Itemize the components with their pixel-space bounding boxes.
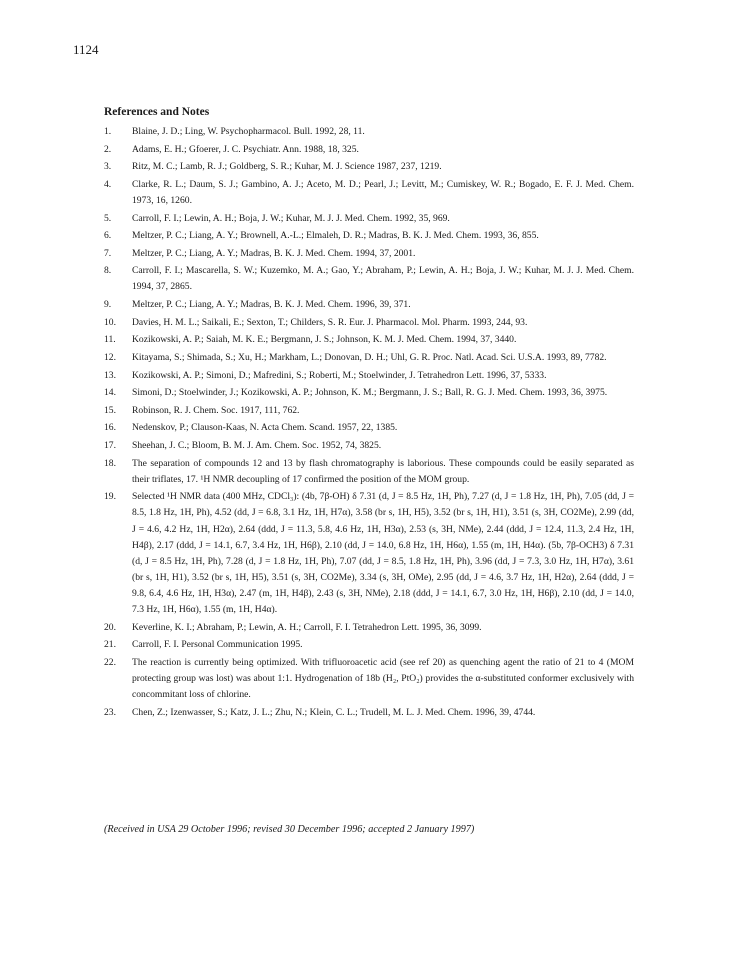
reference-item (104, 263, 634, 295)
reference-item (104, 332, 634, 348)
reference-text: Carroll, F. I.; Lewin, A. H.; Boja, J. W.; Kuhar, M. J. J. Med. Chem. 1992, 35, 969. (132, 212, 450, 224)
reference-item (104, 142, 634, 158)
reference-item (104, 620, 634, 636)
references-heading: References and Notes (104, 106, 210, 118)
reference-number: 15. (104, 404, 116, 416)
reference-number: 14. (104, 387, 116, 399)
reference-text: Blaine, J. D.; Ling, W. Psychopharmacol. Bull. 1992, 28, 11. (132, 126, 365, 137)
reference-item (104, 385, 634, 401)
reference-number: 2. (104, 143, 112, 155)
reference-text: Clarke, R. L.; Daum, S. J.; Gambino, A. J.; Aceto, M. D.; Pearl, J.; Levitt, M.; Cumiskey, W. R.; Bogado, E. F. J. Med. Chem. 1973, 16, 1260. (132, 178, 634, 206)
reference-text: Simoni, D.; Stoelwinder, J.; Kozikowski, A. P.; Johnson, K. M.; Bergmann, J. S.; Ball, R. G. J. Med. Chem. 1993, 36, 3975. (132, 387, 608, 399)
reference-item (104, 228, 634, 244)
reference-number: 23. (104, 706, 116, 718)
reference-item (104, 489, 634, 618)
reference-number: 8. (104, 265, 112, 277)
reference-number: 22. (104, 656, 116, 668)
reference-text: Meltzer, P. C.; Liang, A. Y.; Madras, B. K. J. Med. Chem. 1994, 37, 2001. (132, 247, 416, 259)
reference-text: Chen, Z.; Izenwasser, S.; Katz, J. L.; Zhu, N.; Klein, C. L.; Trudell, M. L. J. Med. Chem. 1996, 39, 4744. (132, 706, 536, 718)
page-number: 1124 (73, 42, 99, 57)
reference-number: 17. (104, 439, 116, 451)
reference-item (104, 246, 634, 262)
reference-text: Carroll, F. I. Personal Communication 1995. (132, 639, 303, 651)
reference-number: 6. (104, 230, 112, 242)
reference-text: Carroll, F. I.; Mascarella, S. W.; Kuzemko, M. A.; Gao, Y.; Abraham, P.; Lewin, A. H.; Boja, J. W.; Kuhar, M. J. J. Med. Chem. 1994, 37, 2865. (132, 265, 634, 293)
reference-number: 5. (104, 212, 112, 224)
reference-item (104, 655, 634, 703)
reference-item (104, 177, 634, 209)
reference-number: 20. (104, 621, 116, 633)
reference-item (104, 211, 634, 227)
reference-text: Kozikowski, A. P.; Saiah, M. K. E.; Bergmann, J. S.; Johnson, K. M. J. Med. Chem. 1994, 37, 3440. (132, 334, 517, 346)
reference-item (104, 420, 634, 436)
reference-item (104, 350, 634, 366)
reference-text: The separation of compounds 12 and 13 by flash chromatography is laborious. These compounds could be easily separated as their triflates, 17. ¹H NMR decoupling of 17 confirmed the position of the MOM group. (132, 457, 634, 485)
reference-item (104, 705, 634, 721)
reference-number: 9. (104, 299, 112, 311)
reference-number: 13. (104, 369, 116, 381)
reference-text: Keverline, K. I.; Abraham, P.; Lewin, A. H.; Carroll, F. I. Tetrahedron Lett. 1995, 36, 3099. (132, 621, 482, 633)
reference-number: 1. (104, 126, 112, 137)
reference-text: Robinson, R. J. Chem. Soc. 1917, 111, 762. (132, 404, 300, 416)
reference-item (104, 438, 634, 454)
reference-text: Kozikowski, A. P.; Simoni, D.; Mafredini, S.; Roberti, M.; Stoelwinder, J. Tetrahedron Lett. 1996, 37, 5333. (132, 369, 547, 381)
reference-text: Sheehan, J. C.; Bloom, B. M. J. Am. Chem. Soc. 1952, 74, 3825. (132, 439, 382, 451)
reference-number: 10. (104, 316, 116, 328)
reference-item (104, 124, 634, 140)
reference-item (104, 368, 634, 384)
reference-number: 16. (104, 422, 116, 434)
reference-text: Davies, H. M. L.; Saikali, E.; Sexton, T.; Childers, S. R. Eur. J. Pharmacol. Mol. Pharm. 1993, 244, 93. (132, 316, 528, 328)
reference-item (104, 315, 634, 331)
reference-number: 21. (104, 639, 116, 651)
reference-number: 3. (104, 161, 112, 173)
reference-text: Selected ¹H NMR data (400 MHz, CDCl₃): (4b, 7β-OH) δ 7.31 (d, J = 8.5 Hz, 1H, Ph), 7.27 (d, J = 1.8 Hz, 1H, Ph), 7.05 (dd, J = 8.5, 1.8 Hz, 1H, Ph), 4.52 (dd, J = 6.8, 3.1 Hz, 1H, H7α), 3.58 (br s, 1H, H5), 3.52 (br s, 1H, H1), 3.51 (s, 3H, CO2Me), 2.99 (dd, J = 4.6, 4.2 Hz, 1H, H2α), 2.64 (ddd, J = 11.3, 5.8, 4.6 Hz, 1H, H3α), 2.53 (s, 3H, NMe), 2.44 (ddd, J = 12.4, 11.3, 2.4 Hz, 1H, H4β), 2.17 (ddd, J = 14.1, 6.7, 3.4 Hz, 1H, H6β), 2.10 (dd, J = 14.0, 6.8 Hz, 1H, H6α), 1.55 (m, 1H, H4α). (5b, 7β-OCH3) δ 7.31 (d, J = 8.5 Hz, 1H, Ph), 7.28 (d, J = 1.8 Hz, 1H, Ph), 7.07 (dd, J = 8.5, 1.8 Hz, 1H, Ph), 3.96 (dd, J = 7.3, 3.0 Hz, 1H, H7α), 3.61 (br s, 1H, H1), 3.52 (br s, 1H, H5), 3.51 (s, 3H, CO2Me), 3.34 (s, 3H, OMe), 2.95 (dd, J = 4.6, 3.7 Hz, 1H, H2α), 2.64 (ddd, J = 9.8, 6.4, 4.6 Hz, 1H, H3α), 2.47 (m, 1H, H4β), 2.43 (s, 3H, NMe), 2.18 (ddd, J = 14.1, 6.7, 3.0 Hz, 1H, H6β), 2.10 (dd, J = 14.0, 7.3 Hz, 1H, H6α), 1.55 (m, 1H, H4α). (132, 491, 634, 616)
reference-item (104, 456, 634, 488)
reference-item (104, 159, 634, 175)
reference-text: Nedenskov, P.; Clauson-Kaas, N. Acta Chem. Scand. 1957, 22, 1385. (132, 422, 398, 434)
received-dates: (Received in USA 29 October 1996; revised 30 December 1996; accepted 2 January 1997) (104, 824, 475, 835)
reference-text: Meltzer, P. C.; Liang, A. Y.; Madras, B. K. J. Med. Chem. 1996, 39, 371. (132, 299, 411, 311)
reference-text: Kitayama, S.; Shimada, S.; Xu, H.; Markham, L.; Donovan, D. H.; Uhl, G. R. Proc. Natl. Acad. Sci. U.S.A. 1993, 89, 7782. (132, 351, 607, 363)
reference-number: 12. (104, 351, 116, 363)
reference-number: 19. (104, 491, 116, 503)
reference-number: 7. (104, 247, 112, 259)
reference-text: The reaction is currently being optimized. With trifluoroacetic acid (see ref 20) as quenching agent the ratio of 21 to 4 (MOM protecting group was lost) was about 1:1. Hydrogenation of 18b (H₂, PtO₂) provides the α-substituted conformer exclusively with concommitant loss of chlorine. (132, 656, 634, 701)
reference-number: 4. (104, 178, 112, 190)
reference-item (104, 637, 634, 653)
reference-item (104, 403, 634, 419)
reference-text: Meltzer, P. C.; Liang, A. Y.; Brownell, A.-L.; Elmaleh, D. R.; Madras, B. K. J. Med. Chem. 1993, 36, 855. (132, 230, 539, 242)
reference-list (104, 124, 634, 722)
reference-text: Adams, E. H.; Gfoerer, J. C. Psychiatr. Ann. 1988, 18, 325. (132, 143, 359, 155)
reference-number: 18. (104, 457, 116, 469)
reference-text: Ritz, M. C.; Lamb, R. J.; Goldberg, S. R.; Kuhar, M. J. Science 1987, 237, 1219. (132, 161, 442, 173)
reference-item (104, 297, 634, 313)
reference-number: 11. (104, 334, 116, 346)
